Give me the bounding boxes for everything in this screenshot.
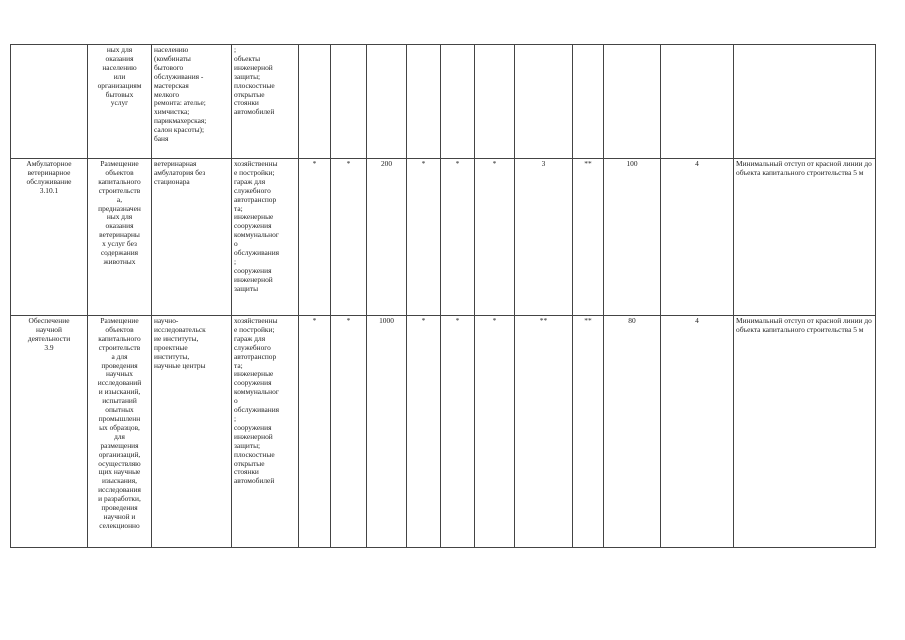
cell-param: * (441, 159, 475, 316)
cell-param: * (475, 316, 515, 548)
cell-param: * (299, 159, 331, 316)
cell-param: * (331, 316, 367, 548)
cell-param (331, 45, 367, 159)
cell-note (734, 45, 876, 159)
cell-param (299, 45, 331, 159)
cell-note: Минимальный отступ от красной линии до объекта капитального строительства 5 м (734, 316, 876, 548)
cell-param (661, 45, 734, 159)
cell-param: * (331, 159, 367, 316)
cell-aux-uses: хозяйственны е постройки; гараж для служебного автотранспор та; инженерные сооружения коммунальног о обслуживания ; сооружения инженерной защиты; плоскостные открытые стоянки автомобилей (232, 316, 299, 548)
cell-param (441, 45, 475, 159)
cell-param: * (299, 316, 331, 548)
cell-aux-uses: хозяйственны е постройки; гараж для служебного автотранспор та; инженерные сооружения коммунальног о обслуживания ; сооружения инженерной защиты (232, 159, 299, 316)
cell-param (515, 45, 573, 159)
cell-param (367, 45, 407, 159)
cell-name: Обеспечение научной деятельности 3.9 (11, 316, 88, 548)
cell-param: 4 (661, 159, 734, 316)
cell-param: ** (573, 316, 604, 548)
cell-main-uses: населению (комбинаты бытового обслуживания - мастерская мелкого ремонта: ателье; химчистка; парикмахерская; салон красоты); баня (152, 45, 232, 159)
cell-param: ** (573, 159, 604, 316)
zoning-regulations-table (10, 44, 876, 548)
cell-main-uses: ветеринарная амбулатория без стационара (152, 159, 232, 316)
cell-param: 3 (515, 159, 573, 316)
cell-param: 80 (604, 316, 661, 548)
cell-param: * (407, 159, 441, 316)
cell-description: ных для оказания населению или организациям бытовых услуг (88, 45, 152, 159)
cell-description: Размещение объектов капитального строительств а, предназначен ных для оказания ветеринарны х услуг без содержания животных (88, 159, 152, 316)
cell-main-uses: научно- исследовательск ие институты, проектные институты, научные центры (152, 316, 232, 548)
cell-param (407, 45, 441, 159)
cell-param: 200 (367, 159, 407, 316)
cell-param (475, 45, 515, 159)
cell-param: 1000 (367, 316, 407, 548)
cell-name: Амбулаторное ветеринарное обслуживание 3.10.1 (11, 159, 88, 316)
cell-name (11, 45, 88, 159)
cell-description: Размещение объектов капитального строительств а для проведения научных исследований и изысканий, испытаний опытных промышленн ых образцов, для размещения организаций, осуществляю щих научные изыскания, исследования и разработки, проведения научной и селекционно (88, 316, 152, 548)
cell-param (604, 45, 661, 159)
table-row (11, 316, 876, 548)
cell-note: Минимальный отступ от красной линии до объекта капитального строительства 5 м (734, 159, 876, 316)
table-row (11, 159, 876, 316)
cell-param: * (441, 316, 475, 548)
cell-param: 4 (661, 316, 734, 548)
cell-param: * (407, 316, 441, 548)
cell-param: 100 (604, 159, 661, 316)
table-row (11, 45, 876, 159)
cell-param: * (475, 159, 515, 316)
cell-param (573, 45, 604, 159)
cell-param: ** (515, 316, 573, 548)
cell-aux-uses: ; объекты инженерной защиты; плоскостные открытые стоянки автомобилей (232, 45, 299, 159)
